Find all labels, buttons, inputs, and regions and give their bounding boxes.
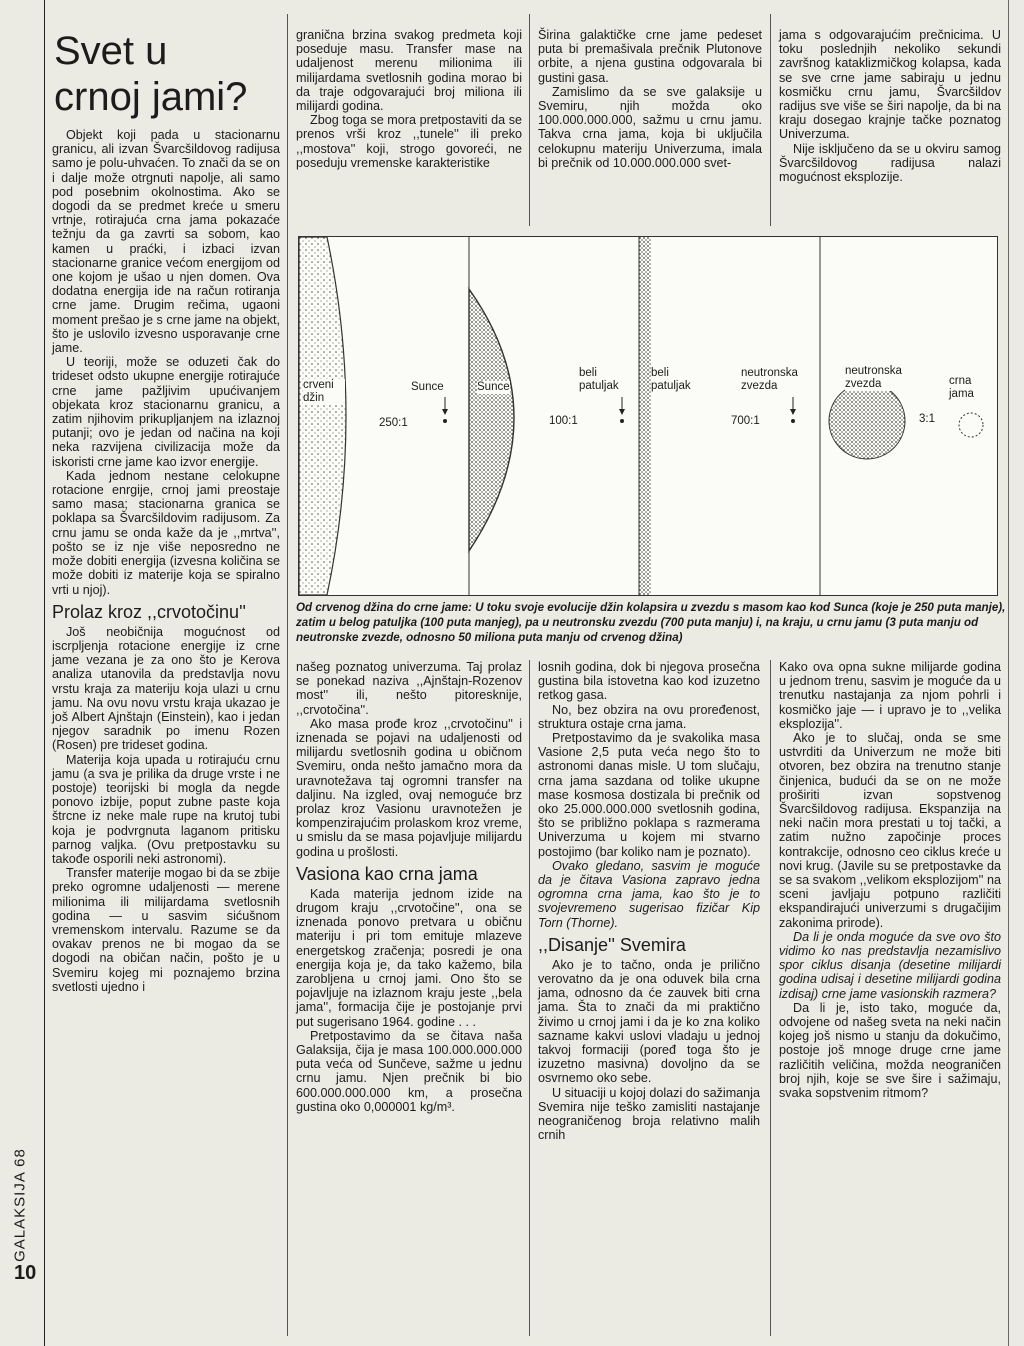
paragraph: Ovako gledano, sasvim je moguće da je čitava Vasiona zapravo jedna ogromna crna jama, kao što je to svojevremeno sugerisao fizičar Kip Torn (Thorne). xyxy=(538,858,760,930)
white-dwarf-label: beli patuljak xyxy=(651,367,707,393)
figure-caption: Od crvenog džina do crne jame: U toku svoje evolucije džin kolapsira u zvezdu s masom kao kod Sunca (koje je 250 puta manje), zatim u belog patuljka (100 puta manjeg), pa u neutronsku zvezdu (700 puta manju) i, na kraju, u crnu jamu (3 puta manju od neutronske zvezde, odnosno 50 miliona puta manju od crvenog džina) xyxy=(296,601,1006,644)
paragraph: granična brzina svakog predmeta koji poseduje masu. Transfer mase na udaljenost merenu milionima ili milijardama svetlosnih godina morao bi da traje odgovarajući broj miliona ili milijardi godina. xyxy=(296,28,522,114)
paragraph: Da li je, isto tako, moguće da, odvojene od našeg sveta na neki način kojeg još nismo u stanju da dokučimo, postoje još mnoge druge crne jame različitih veličina, možda neograničen broj njih, koje se sve šire i sažimaju, svaka sopstvenim ritmom? xyxy=(779,1000,1001,1101)
neutron-star-label: neutronska zvezda xyxy=(741,367,811,393)
sun-label: Sunce xyxy=(411,381,444,393)
neutron-star-dot xyxy=(791,419,795,423)
white-dwarf-shape xyxy=(639,237,651,595)
ratio-label: 250:1 xyxy=(379,417,408,429)
paragraph: Kada materija jednom izide na drugom kraju ,,crvotočine'', ona se iznenada ponovo pretvara u običnu materiju i pri tom emituje mlazeve energetskog zračenja; posredi je ona energija koja je, da tako kažemo, bila zarobljena u crnoj jami. Ono što se pojavljuje na izlaznom kraju jeste ,,bela jama'', formacija čije je postojanje prvi put sugerisano 1964. godine . . . xyxy=(296,886,522,1029)
paragraph: Da li je onda moguće da sve ovo što vidimo ko nas predstavlja nezamislivo spor ciklus disanja (desetine milijardi godina udisaj i desetine milijardi godina izdisaj) crne jame vasionskih razmera? xyxy=(779,929,1001,1001)
paragraph: Ako je to slučaj, onda se sme ustvrditi da Univerzum ne može biti otvoren, bez obzira na trenutno stanje činjenica, budući da se on ne može proširiti izvan sopstvenog Švarcšildovog radijusa. Ekspanzija na neki način mora prestati u toj tački, a zatim nužno započinje proces kontrakcije, odnosno ceo ciklus kreće u novi krug. (Javile su se pretpostavke da se sa svakom ,,velikom eksplozijom'' na sceni javljaju potpuno različiti ekspandirajući univerzumi s drugačijim zakonima prirode). xyxy=(779,731,1001,930)
black-hole-label: crna jama xyxy=(949,375,989,401)
column-divider xyxy=(770,660,771,1336)
column-divider xyxy=(529,660,530,1336)
paragraph: Materija koja upada u rotirajuću crnu jamu (a sva je prilika da druge vrste i ne postoje) teorijski bi mogla da negde ponovo izbije, poput zubne paste koja štrcne iz neke male rupe na krutoj tubi koja je podvrgnuta laganom pritisku parnog valjka. (Ovu pretpostavku su takođe osporili neki astronomi). xyxy=(52,752,280,866)
ratio-label: 3:1 xyxy=(919,413,935,425)
paragraph: Kada jednom nestane celokupne rotacione enrgije, crnoj jami preostaje samo masa; stacionarna granica se poklapa sa Švarcšildovim radijusom. Za crnu jamu se onda kaže da je ,,mrtva'', pošto se iz nje više neposredno ne može dobiti energija (izvesna količina se može dobiti iz materije koja se spiralno vrti u njoj). xyxy=(52,468,280,597)
paragraph: Objekt koji pada u stacionarnu granicu, ali izvan Švarcšildovog radijusa samo je polu-uhvaćen. To znači da se on i dalje može otrgnuti napolje, ali samo pod posebnim okolnostima. Ako se dogodi da se predmet kreće u smeru vrtnje, rotirajuća crna jama pokazaće težnju da ga zavrti sa sobom, kao kamen u praćki, i izbaci izvan stacionarne granice većom energijom od one kojom je ušao u njen domen. Ova dodatna energija ide na račun rotiranja crne jame. Drugim rečima, ugaoni moment prešao je s crne jame na objekt, što je uslovilo izvesno usporavanje crne jame. xyxy=(52,128,280,356)
neutron-star-shape xyxy=(829,383,905,459)
magazine-name: GALAKSIJA 68 xyxy=(11,1148,29,1262)
paragraph: No, bez obzira na ovu proređenost, struktura ostaje crna jama. xyxy=(538,702,760,731)
column-1 xyxy=(52,28,280,994)
black-hole-shape xyxy=(959,413,983,437)
red-giant-label: crveni džin xyxy=(303,379,345,405)
column-divider xyxy=(529,14,530,226)
paragraph: Pretpostavimo da se čitava naša Galaksija, čija je masa 100.000.000.000 puta veća od Sunčeve, sažme u jednu crnu jamu. Njen prečnik bi bio 600.000.000.000 km, a prosečna gustina oko 0,000001 kg/m³. xyxy=(296,1028,522,1114)
star-evolution-diagram xyxy=(298,236,998,596)
red-giant-shape xyxy=(299,237,346,595)
paragraph: Zamislimo da se sve galaksije u Svemiru, njih možda oko 100.000.000.000, sažmu u crnu jamu. Takva crna jama, koja bi uključila celokupnu materiju Univerzuma, imala bi prečnik od 10.000.000.000 svet- xyxy=(538,84,762,170)
ratio-label: 700:1 xyxy=(731,415,760,427)
section-heading: Prolaz kroz ,,crvotočinu'' xyxy=(52,601,246,622)
section-heading: Vasiona kao crna jama xyxy=(296,863,478,884)
paragraph: losnih godina, dok bi njegova prosečna gustina bila istovetna kao kod izuzetno retkog gasa. xyxy=(538,660,760,703)
column-divider xyxy=(770,14,771,226)
paragraph: Nije isključeno da se u okviru samog Švarcšildovog radijusa nalazi mogućnost eksplozije. xyxy=(779,141,1001,185)
section-heading: ,,Disanje'' Svemira xyxy=(538,934,686,955)
paragraph: Pretpostavimo da je svakolika masa Vasione 2,5 puta veća nego što to astronomi danas misle. U tom slučaju, crna jama sazdana od tolike ukupne mase kosmosa dostizala bi prečnik od oko 25.000.000.000 svetlosnih godina, što se približno poklapa s razmerama Univerzuma u kojem mi stvarno postojimo (bar koliko nam je poznato). xyxy=(538,731,760,859)
paragraph: Ako masa prođe kroz ,,crvotočinu'' i iznenada se pojavi na udaljenosti od milijardu svetlosnih godina u običnom Svemiru, onda nešto jamačno mora da uravnotežava taj ogromni transfer na daljinu. Na izgled, ovaj nemoguće brz prolaz kroz Vasionu uravnotežen je kompenzirajućim prolaskom kroz vreme, u smislu da se masa pojavljuje milijardu godina u prošlosti. xyxy=(296,716,522,859)
paragraph: U situaciji u kojoj dolazi do sažimanja Svemira nije teško zamisliti nastajanje neograničenog broja relativno malih crnih xyxy=(538,1085,760,1143)
neutron-star-label: neutronska zvezda xyxy=(845,365,917,391)
paragraph: Ako je to tačno, onda je prilično verovatno da je ona oduvek bila crna jama, odnosno da će zauvek biti crna jama. Šta to znači da mi praktično živimo u crnoj jami i da je ko zna koliko sazname kakvi uslovi vladaju u jednoj takvoj formaciji (poređ toga što je izuzetno masivna) dovoljno da se osvrnemo oko sebe. xyxy=(538,957,760,1086)
right-edge-rule xyxy=(1008,0,1009,1346)
sun-label: Sunce xyxy=(477,381,510,393)
column-2-bottom xyxy=(296,660,522,1114)
column-3-top xyxy=(538,28,762,170)
page-number: 10 xyxy=(14,1262,37,1284)
sun-shape xyxy=(469,289,514,551)
article-title: Svet u crnoj jami? xyxy=(54,29,248,119)
paragraph: našeg poznatog univerzuma. Taj prolaz se ponekad naziva ,,Ajnštajn-Rozenov most'' ili, nešto pitoresknije, ,,crvotočina''. xyxy=(296,660,522,717)
white-dwarf-label: beli patuljak xyxy=(579,367,635,393)
diagram-drawing xyxy=(299,237,997,595)
paragraph: Još neobičnija mogućnost od iscrpljenja rotacione energije iz crne jame vezana je za ono što je Kerova analiza utanovila da predstavlja novu vrstu kraja za materiju koja ulazi u crnu jamu. Na ovu novu vrstu kraja ukazao je još Albert Ajnštajn (Einstein), kao i jedan njegov saradnik po imenu Rozen (Rosen) pre trideset godina. xyxy=(52,624,280,753)
paragraph: U teoriji, može se oduzeti čak do trideset odsto ukupne energije rotirajuće crne jame pažljivim upućivanjem objekata kroz stacionarnu granicu, a zatim njihovim prikupljanjem na izlaznoj putanji; ovo je jedan od načina na koji neka razvijena civilizacija može da iskoristi crne jame kao izvor energije. xyxy=(52,355,280,469)
paragraph: Transfer materije mogao bi da se zbije preko ogromne udaljenosti — merene milionima ili milijardama svetlosnih godina — u sasvim sićušnom vremenskom intervalu. Razume se da ovakav prenos ne bi mogao da se dogodi na običan način, pošto je u Svemiru kojeg mi poznajemo brzina svetlosti ujedno i xyxy=(52,866,280,994)
column-2-top xyxy=(296,28,522,170)
column-divider xyxy=(287,14,288,1336)
column-3-bottom xyxy=(538,660,760,1143)
margin-rule xyxy=(44,0,45,1346)
paragraph: jama s odgovarajućim prečnicima. U toku poslednjih nekoliko sekundi završnog kataklizmičkog kolapsa, kada se sve crne jame sabiraju u jednu kosmičku crnu jamu, Švarcšildov radijus sve više se širi napolje, da bi na kraju dosegao krajnje tačke poznatog Univerzuma. xyxy=(779,28,1001,142)
sun-dot xyxy=(443,419,447,423)
column-4-top xyxy=(779,28,1001,184)
column-4-bottom xyxy=(779,660,1001,1100)
paragraph: Širina galaktičke crne jame pedeset puta bi premašivala prečnik Plutonove orbite, a njena gustina odgovarala bi gustini gasa. xyxy=(538,28,762,85)
paragraph: Zbog toga se mora pretpostaviti da se prenos vrši kroz ,,tunele'' ili preko ,,mostova'' koji, strogo govoreći, ne poseduju vremenske karakteristike xyxy=(296,113,522,170)
white-dwarf-dot xyxy=(620,419,624,423)
ratio-label: 100:1 xyxy=(549,415,578,427)
paragraph: Kako ova opna sukne milijarde godina u jednom trenu, sasvim je moguće da u trenutku nastajanja za njom pohrli i kosmičko jaje — i upravo je to ,,velika eksplozija''. xyxy=(779,660,1001,731)
